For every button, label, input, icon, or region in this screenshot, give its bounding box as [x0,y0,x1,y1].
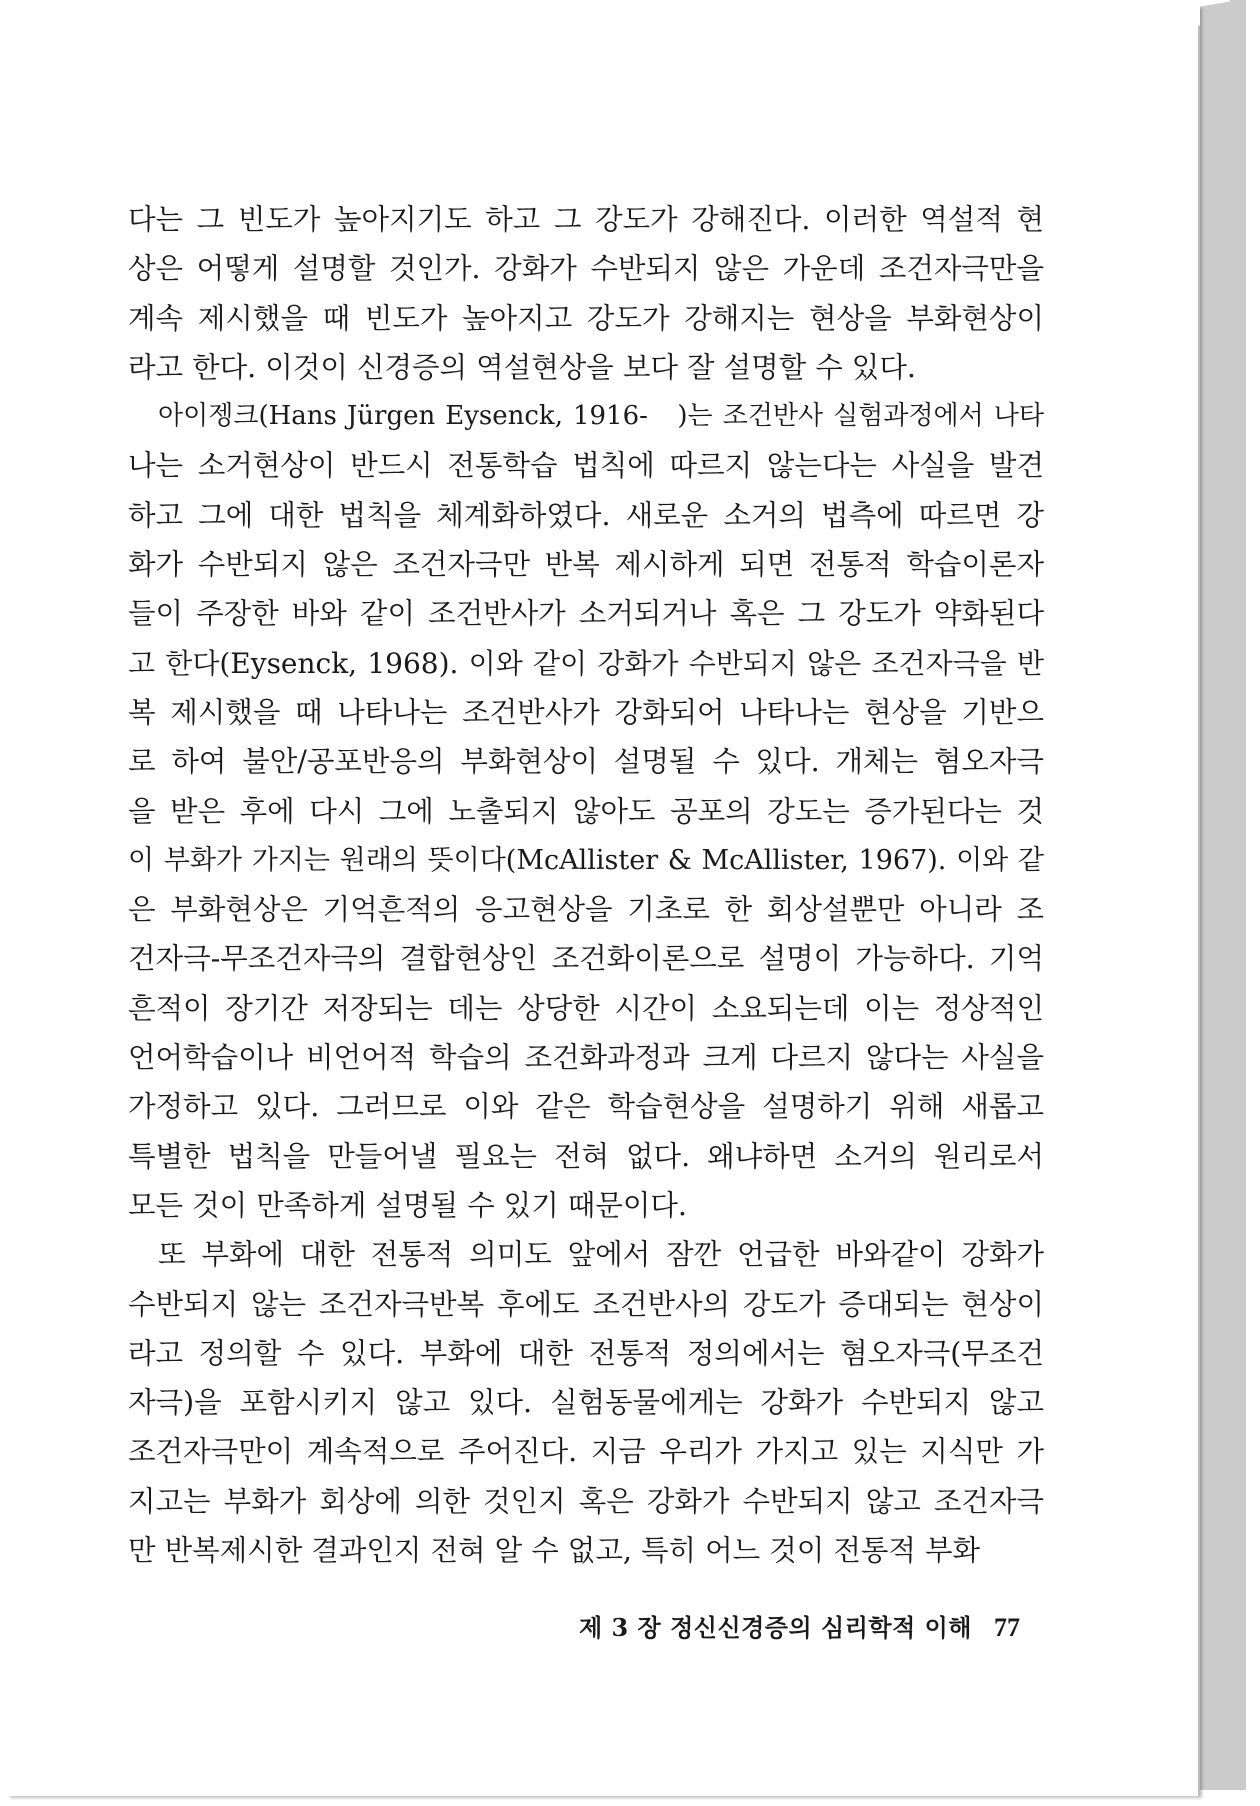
body-text [128,195,1044,1575]
running-head: 제 3 장 정신신경증의 심리학적 이해 [578,1613,972,1642]
text-line: 복 제시했을 때 나타나는 조건반사가 강화되어 나타나는 현상을 기반으 [128,695,1044,729]
text-line: 상은 어떻게 설명할 것인가. 강화가 수반되지 않은 가운데 조건자극만을 [128,252,1044,286]
page-footer [550,1608,1020,1648]
paragraph [128,195,1044,392]
text-line: 로 하여 불안/공포반응의 부화현상이 설명될 수 있다. 개체는 혐오자극 [128,745,1044,779]
text-line: 고 한다(Eysenck, 1968). 이와 같이 강화가 수반되지 않은 조건자극을 반 [128,646,1044,680]
text-line: 다는 그 빈도가 높아지기도 하고 그 강도가 강해진다. 이러한 역설적 현 [128,203,1044,236]
text-line: 라고 한다. 이것이 신경증의 역설현상을 보다 잘 설명할 수 있다. [128,350,916,384]
text-line: 건자극-무조건자극의 결합현상인 조건화이론으로 설명이 가능하다. 기억 [128,942,1044,976]
text-line: 가정하고 있다. 그러므로 이와 같은 학습현상을 설명하기 위해 새롭고 [128,1090,1044,1124]
page-number: 77 [994,1613,1020,1642]
text-line: 라고 정의할 수 있다. 부화에 대한 전통적 정의에서는 혐오자극(무조건 [128,1336,1044,1370]
text-line: 자극)을 포함시키지 않고 있다. 실험동물에게는 강화가 수반되지 않고 [128,1386,1044,1420]
text-line: 흔적이 장기간 저장되는 데는 상당한 시간이 소요되는데 이는 정상적인 [128,991,1044,1025]
book-page-edge [1200,0,1246,1790]
text-line: 계속 제시했을 때 빈도가 높아지고 강도가 강해지는 현상을 부화현상이 [128,301,1044,335]
text-line: 화가 수반되지 않은 조건자극만 반복 제시하게 되면 전통적 학습이론자 [128,548,1044,582]
paragraph [128,392,1044,1230]
text-line: 들이 주장한 바와 같이 조건반사가 소거되거나 혹은 그 강도가 약화된다 [128,597,1044,631]
paragraph [128,1230,1044,1575]
text-line: 을 받은 후에 다시 그에 노출되지 않아도 공포의 강도는 증가된다는 것 [128,794,1044,828]
page-corner [1160,6,1200,26]
text-line: 하고 그에 대한 법칙을 체계화하였다. 새로운 소거의 법측에 따르면 강 [128,498,1044,532]
text-line: 특별한 법칙을 만들어낼 필요는 전혀 없다. 왜냐하면 소거의 원리로서 [128,1139,1044,1173]
text-line: 모든 것이 만족하게 설명될 수 있기 때문이다. [128,1188,687,1222]
text-line: 은 부화현상은 기억흔적의 응고현상을 기초로 한 회상설뿐만 아니라 조 [128,893,1044,927]
text-line: 수반되지 않는 조건자극반복 후에도 조건반사의 강도가 증대되는 현상이 [128,1287,1044,1321]
text-line: 지고는 부화가 회상에 의한 것인지 혹은 강화가 수반되지 않고 조건자극 [128,1484,1044,1518]
text-line: 조건자극만이 계속적으로 주어진다. 지금 우리가 가지고 있는 지식만 가 [128,1435,1044,1469]
text-line: 이 부화가 가지는 원래의 뜻이다(McAllister & McAllister, 1967). 이와 같 [128,844,1044,876]
text-line: 아이젱크(Hans Jürgen Eysenck, 1916- )는 조건반사 실험과정에서 나타 [158,401,1044,432]
text-line: 또 부화에 대한 전통적 의미도 앞에서 잠깐 언급한 바와같이 강화가 [158,1238,1044,1272]
text-line: 만 반복제시한 결과인지 전혀 알 수 없고, 특히 어느 것이 전통적 부화 [128,1534,981,1568]
text-line: 언어학습이나 비언어적 학습의 조건화과정과 크게 다르지 않다는 사실을 [128,1041,1044,1075]
text-line: 나는 소거현상이 반드시 전통학습 법칙에 따르지 않는다는 사실을 발견 [128,449,1044,483]
